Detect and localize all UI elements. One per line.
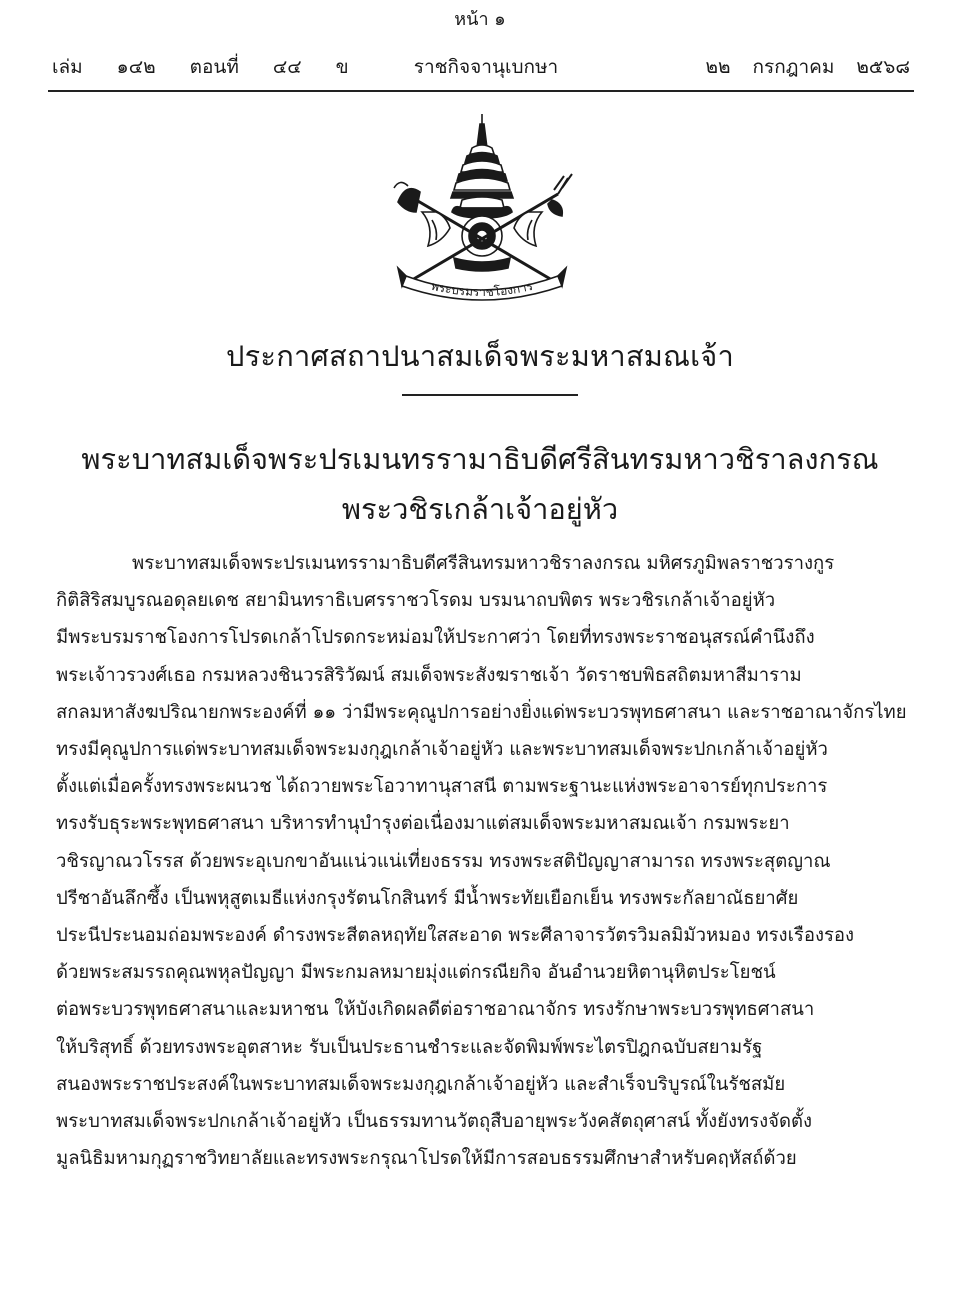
body-line: ประนีประนอมถ่อมพระองค์ ดำรงพระสีตลหฤทัยใสสะอาด พระศีลาจารวัตรวิมลมิมัวหมอง ทรงเรืองรอง (56, 925, 855, 947)
section-number: ๔๔ (272, 56, 302, 78)
page-number: หน้า ๑ (454, 9, 506, 30)
header-date (705, 50, 910, 84)
volume-number: ๑๔๒ (116, 56, 156, 78)
date-month: กรกฎาคม (752, 56, 835, 78)
issuer-line: พระบาทสมเด็จพระปรเมนทรรามาธิบดีศรีสินทรมหาวชิราลงกรณ (81, 442, 879, 476)
body-line: มีพระบรมราชโองการโปรดเกล้าโปรดกระหม่อมให้ประกาศว่า โดยที่ทรงพระราชอนุสรณ์คำนึงถึง (56, 627, 815, 649)
announcement-title: ประกาศสถาปนาสมเด็จพระมหาสมณเจ้า (226, 339, 734, 373)
body-line: ปรีชาอันลึกซึ้ง เป็นพหุสูตเมธีแห่งกรุงรัตนโกสินทร์ มีน้ำพระทัยเยือกเย็น ทรงพระกัลยาณัธยาศัย (56, 887, 799, 909)
title-divider (402, 394, 578, 396)
section-label: ตอนที่ (189, 56, 239, 78)
body-line: พระเจ้าวรวงศ์เธอ กรมหลวงชินวรสิริวัฒน์ สมเด็จพระสังฆราชเจ้า วัดราชบพิธสถิตมหาสีมาราม (56, 664, 802, 686)
body-line: สนองพระราชประสงค์ในพระบาทสมเด็จพระมงกุฎเกล้าเจ้าอยู่หัว และสำเร็จบริบูรณ์ในรัชสมัย (56, 1073, 786, 1095)
body-line: พระบาทสมเด็จพระปกเกล้าเจ้าอยู่หัว เป็นธรรมทานวัตถุสืบอายุพระวังคสัตถุศาสน์ ทั้งยังทรงจัดตั้ง (56, 1111, 813, 1133)
body-line: วชิรญาณวโรรส ด้วยพระอุเบกขาอันแน่วแน่เที่ยงธรรม ทรงพระสติปัญญาสามารถ ทรงพระสุตญาณ (56, 850, 831, 872)
body-line: ให้บริสุทธิ์ ด้วยทรงพระอุตสาหะ รับเป็นประธานชำระและจัดพิมพ์พระไตรปิฎกฉบับสยามรัฐ (56, 1036, 763, 1058)
body-line: ตั้งแต่เมื่อครั้งทรงพระผนวช ได้ถวายพระโอวาทานุสาสนี ตามพระฐานะแห่งพระอาจารย์ทุกประการ (56, 776, 828, 798)
body-line: กิติสิริสมบูรณอดุลยเดช สยามินทราธิเบศรราชวโรดม บรมนาถบพิตร พระวชิรเกล้าเจ้าอยู่หัว (56, 590, 776, 612)
date-day: ๒๒ (705, 56, 731, 78)
body-line: มูลนิธิมหามกุฏราชวิทยาลัยและทรงพระกรุณาโปรดให้มีการสอบธรรมศึกษาสำหรับคฤหัสถ์ด้วย (56, 1148, 797, 1170)
royal-emblem-icon (376, 108, 588, 304)
gazette-header (48, 50, 914, 92)
publication-name: ราชกิจจานุเบกษา (413, 56, 559, 78)
section-letter: ข (335, 56, 349, 78)
body-line: ต่อพระบวรพุทธศาสนาและมหาชน ให้บังเกิดผลดีต่อราชอาณาจักร ทรงรักษาพระบวรพุทธศาสนา (56, 999, 815, 1021)
body-line: พระบาทสมเด็จพระปรเมนทรรามาธิบดีศรีสินทรมหาวชิราลงกรณ มหิศรภูมิพลราชวรางกูร (132, 553, 835, 574)
body-line: ด้วยพระสมรรถคุณพหุลปัญญา มีพระกมลหมายมุ่งแต่กรณียกิจ อันอำนวยหิตานุหิตประโยชน์ (56, 962, 776, 984)
emblem-ribbon-text: พระบรมราชโองการ (429, 278, 535, 300)
body-line: ทรงรับธุระพระพุทธศาสนา บริหารทำนุบำรุงต่อเนื่องมาแต่สมเด็จพระมหาสมณเจ้า กรมพระยา (56, 813, 790, 835)
issuer-line: พระวชิรเกล้าเจ้าอยู่หัว (341, 492, 619, 526)
announcement-body (56, 545, 910, 1177)
issuer-title (0, 434, 960, 534)
volume-label: เล่ม (52, 56, 83, 78)
body-line: สกลมหาสังฆปริณายกพระองค์ที่ ๑๑ ว่ามีพระคุณูปการอย่างยิ่งแด่พระบวรพุทธศาสนา และราชอาณาจักรไทย (56, 701, 907, 723)
body-line: ทรงมีคุณูปการแด่พระบาทสมเด็จพระมงกุฎเกล้าเจ้าอยู่หัว และพระบาทสมเด็จพระปกเกล้าเจ้าอยู่หัว (56, 739, 828, 761)
date-year: ๒๕๖๘ (856, 56, 910, 78)
